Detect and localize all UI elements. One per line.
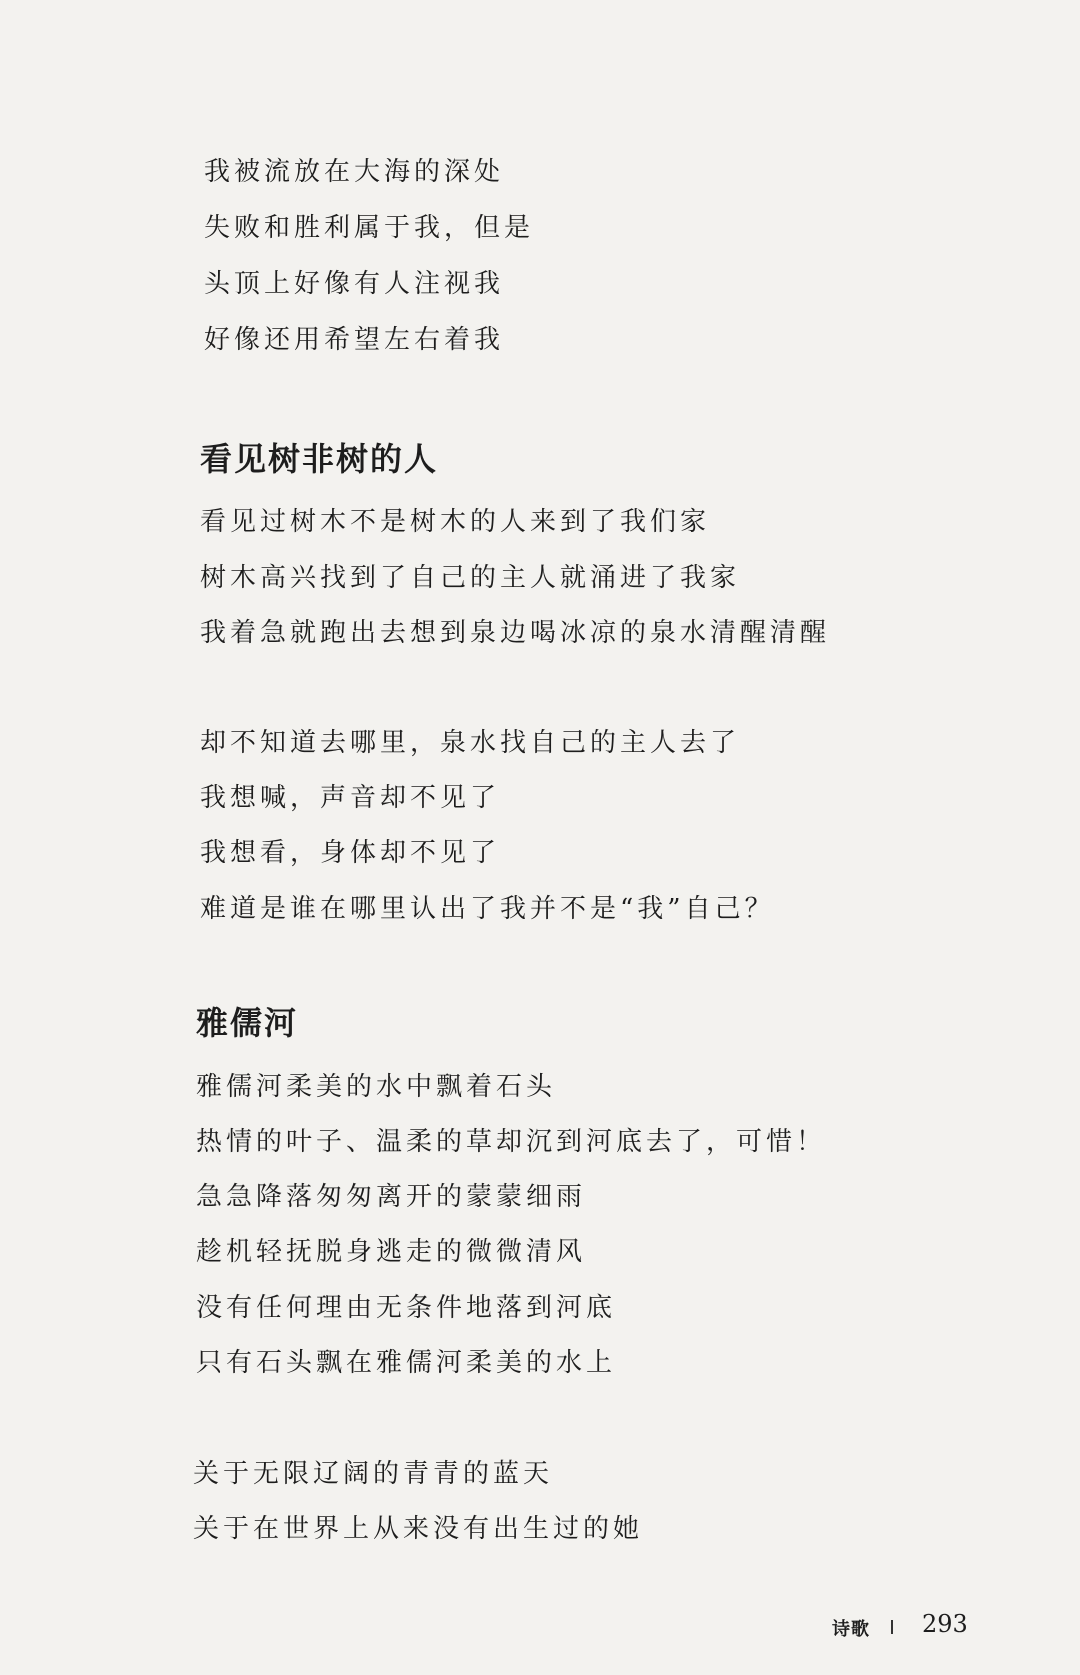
poem-line: 趁机轻抚脱身逃走的微微清风 — [196, 1237, 587, 1267]
poem-line: 关于无限辽阔的青青的蓝天 — [193, 1459, 554, 1489]
poem-title: 看见树非树的人 — [200, 440, 439, 478]
poem-title: 雅儒河 — [196, 1004, 299, 1042]
poem-line: 关于在世界上从来没有出生过的她 — [193, 1514, 644, 1544]
poem-line: 好像还用希望左右着我 — [204, 325, 505, 355]
poem-line: 树木高兴找到了自己的主人就涌进了我家 — [200, 563, 741, 593]
poem-line: 热情的叶子、温柔的草却沉到河底去了，可惜！ — [196, 1127, 827, 1157]
poem-line: 我想喊，声音却不见了 — [200, 783, 501, 813]
poem-line: 头顶上好像有人注视我 — [204, 269, 505, 299]
poem-line: 却不知道去哪里，泉水找自己的主人去了 — [200, 728, 741, 758]
poem-line: 看见过树木不是树木的人来到了我们家 — [200, 507, 711, 537]
poem-line: 没有任何理由无条件地落到河底 — [196, 1293, 617, 1323]
poem-line: 我着急就跑出去想到泉边喝冰凉的泉水清醒清醒 — [200, 618, 831, 648]
poem-line: 我被流放在大海的深处 — [204, 157, 505, 187]
footer-section-label: 诗歌 — [832, 1619, 870, 1640]
poem-line: 雅儒河柔美的水中飘着石头 — [196, 1072, 557, 1102]
poem-line: 我想看，身体却不见了 — [200, 838, 501, 868]
poem-line: 只有石头飘在雅儒河柔美的水上 — [196, 1348, 617, 1378]
page-number: 293 — [922, 1610, 968, 1638]
poem-line: 急急降落匆匆离开的蒙蒙细雨 — [196, 1182, 587, 1212]
poem-line: 失败和胜利属于我，但是 — [204, 213, 535, 243]
footer-divider — [891, 1620, 893, 1634]
poem-line: 难道是谁在哪里认出了我并不是“我”自己？ — [200, 894, 775, 924]
